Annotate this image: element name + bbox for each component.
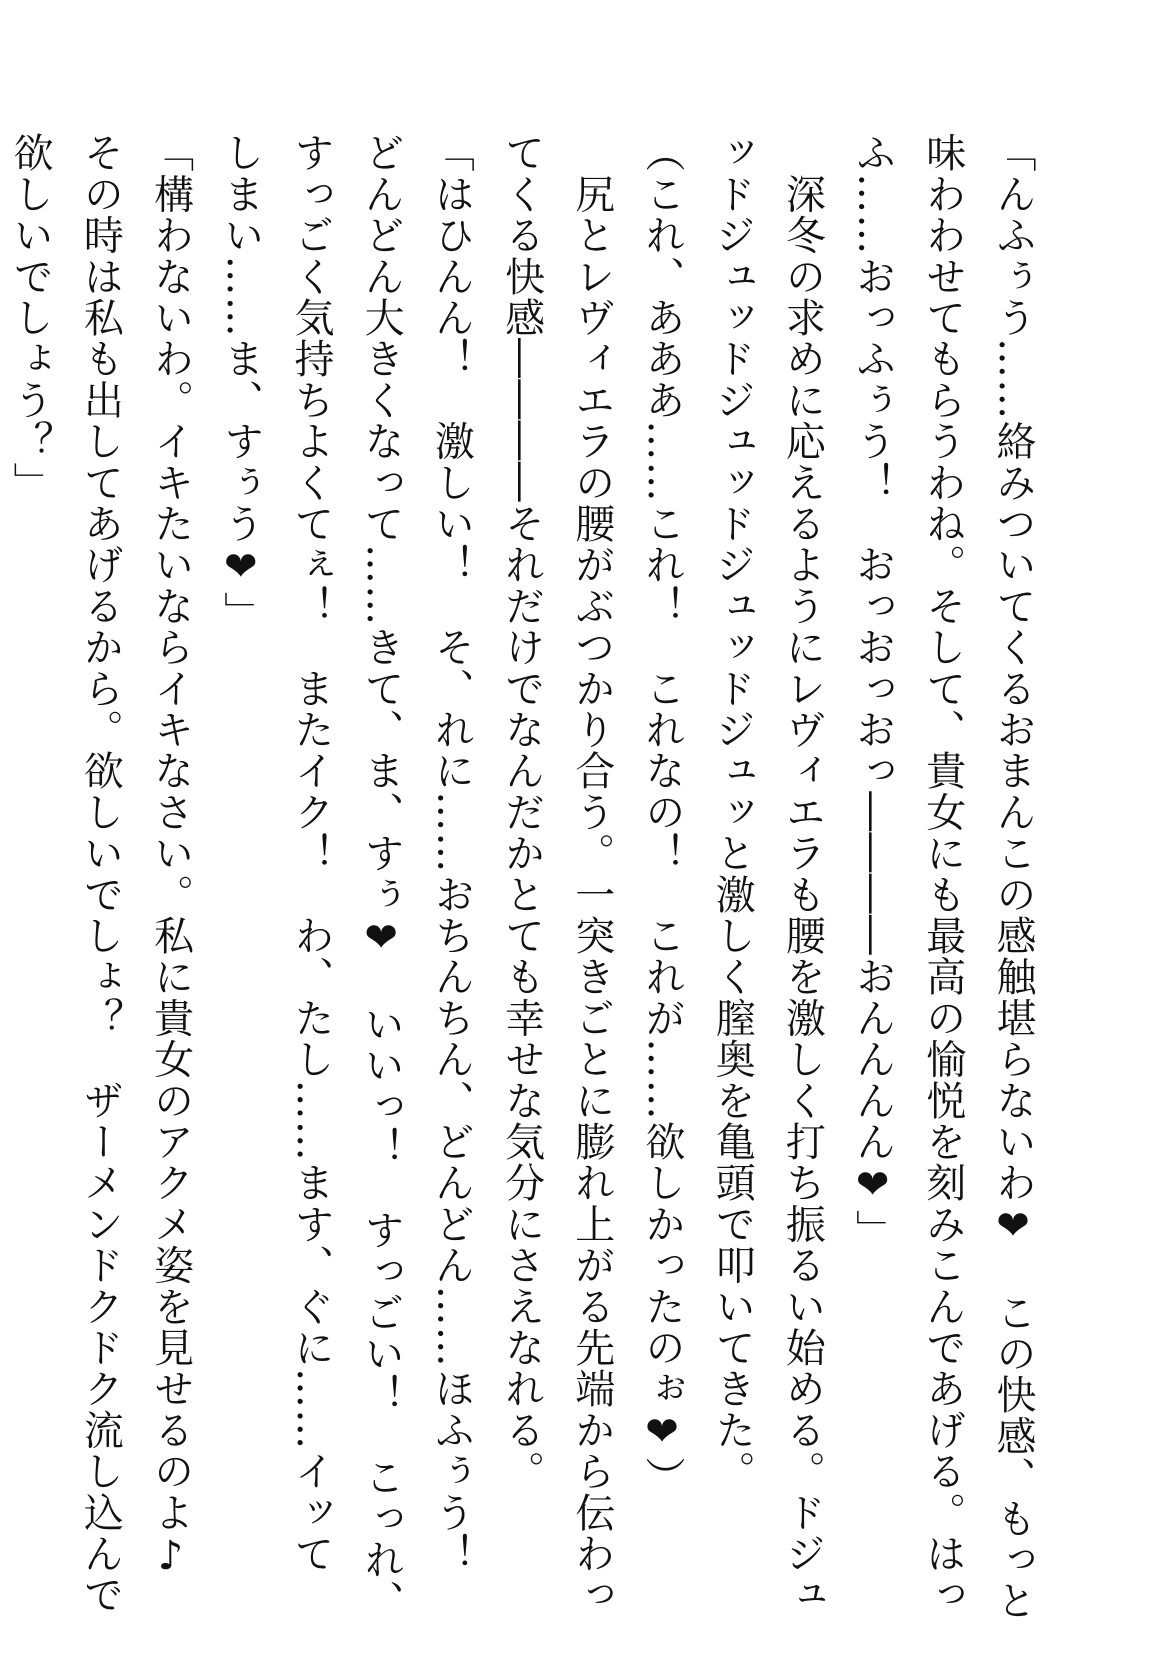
text-line-3: ふ……おっふぅう！ おっおっおっ――――おんんんん❤」: [849, 132, 896, 1251]
text-line-11: すっごく気持ちよくてぇ！ またイク！ わ、たし……ます、ぐに……イッて: [287, 132, 334, 1574]
text-line-7: 尻とレヴィエラの腰がぶつかり合う。一突きごとに膨れ上がる先端から伝わっ: [568, 132, 615, 1616]
text-line-4: 深冬の求めに応えるようにレヴィエラも腰を激しく打ち振るい始める。ドジュ: [779, 132, 826, 1616]
text-line-10: どんどん大きくなって……きて、ま、すぅ❤ いいっ！ すっごい！ こっれ、: [358, 132, 405, 1622]
vertical-text-block: [0, 132, 1048, 1622]
text-line-2: 味わわせてもらうわね。そして、貴女にも最高の愉悦を刻みこんであげる。はっ: [919, 132, 966, 1616]
text-line-6: （これ、あああ……これ！ これなの！ これが……欲しかったのぉ❤）: [638, 132, 685, 1498]
text-line-15: 欲しいでしょう？」: [7, 132, 54, 503]
text-line-12: しまい……ま、すぅう❤」: [217, 132, 264, 633]
text-line-9: 「はひんん！ 激しい！ そ、れに……おちんちん、どんどん……ほふぅう！: [428, 132, 475, 1574]
text-line-8: てくる快感――――それだけでなんだかとても幸せな気分にさえなれる。: [498, 132, 545, 1492]
text-line-5: ッドジュッドジュッドジュッドジュッと激しく膣奥を亀頭で叩いてきた。: [709, 132, 756, 1492]
text-line-14: その時は私も出してあげるから。欲しいでしょ？ ザーメンドクドク流し込んで: [77, 132, 124, 1616]
text-line-1: 「んふぅう……絡みついてくるおまんこの感触堪らないわ❤ この快感、もっと: [990, 132, 1036, 1622]
text-line-13: 「構わないわ。イキたいならイキなさい。私に貴女のアクメ姿を見せるのよ♪: [147, 132, 194, 1580]
